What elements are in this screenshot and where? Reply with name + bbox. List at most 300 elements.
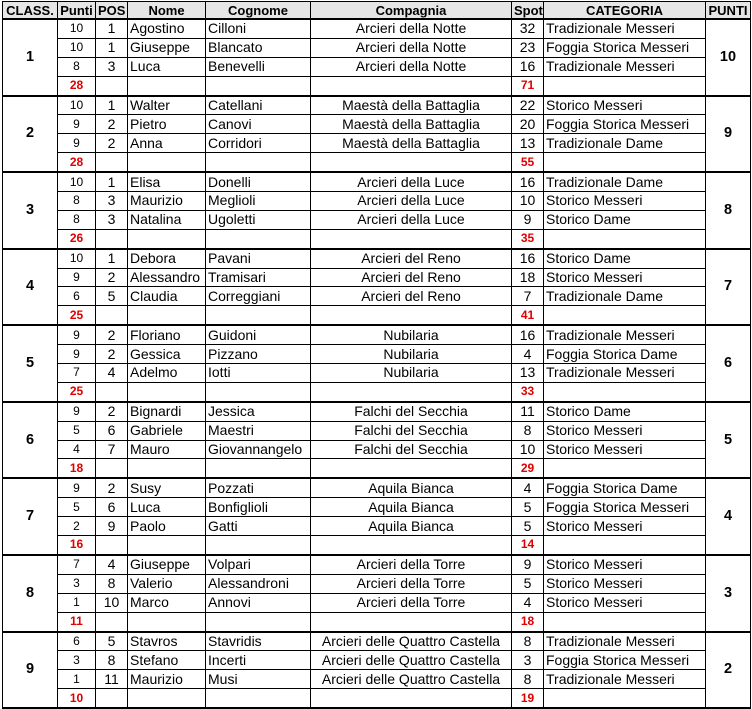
empty-cell	[206, 689, 311, 708]
empty-cell	[128, 382, 206, 401]
total-punti: 28	[58, 76, 96, 95]
table-row	[3, 670, 751, 689]
cell-categoria: Tradizionale Messeri	[544, 670, 706, 689]
cell-categoria: Storico Messeri	[544, 268, 706, 287]
empty-cell	[206, 153, 311, 172]
cell-punti: 2	[58, 517, 96, 536]
empty-cell	[311, 459, 512, 478]
cell-cognome: Bonfiglioli	[206, 498, 311, 517]
table-row	[3, 210, 751, 229]
class-points: 3	[706, 555, 751, 632]
table-row	[3, 651, 751, 670]
cell-nome: Gessica	[128, 345, 206, 364]
cell-nome: Debora	[128, 249, 206, 268]
cell-cognome: Pozzati	[206, 478, 311, 497]
empty-cell	[206, 76, 311, 95]
total-spot: 14	[512, 536, 544, 555]
cell-categoria: Storico Messeri	[544, 96, 706, 115]
empty-cell	[206, 459, 311, 478]
cell-punti: 5	[58, 498, 96, 517]
cell-nome: Adelmo	[128, 364, 206, 383]
cell-compagnia: Arcieri della Torre	[311, 593, 512, 612]
cell-pos: 2	[96, 268, 128, 287]
cell-compagnia: Arcieri del Reno	[311, 268, 512, 287]
cell-spot: 32	[512, 19, 544, 38]
cell-punti: 9	[58, 134, 96, 153]
cell-nome: Valerio	[128, 574, 206, 593]
col-header-compagnia: Compagnia	[311, 2, 512, 20]
empty-cell	[128, 612, 206, 631]
cell-nome: Alessandro	[128, 268, 206, 287]
total-spot: 35	[512, 229, 544, 248]
table-row	[3, 632, 751, 651]
cell-pos: 10	[96, 593, 128, 612]
empty-cell	[206, 536, 311, 555]
cell-punti: 8	[58, 57, 96, 76]
cell-nome: Gabriele	[128, 421, 206, 440]
cell-nome: Maurizio	[128, 670, 206, 689]
ranking-body	[3, 19, 751, 708]
cell-categoria: Tradizionale Dame	[544, 134, 706, 153]
cell-compagnia: Arcieri del Reno	[311, 249, 512, 268]
class-points: 7	[706, 249, 751, 326]
col-header-pos: POS	[96, 2, 128, 20]
total-row	[3, 689, 751, 708]
cell-cognome: Stavridis	[206, 632, 311, 651]
cell-spot: 5	[512, 517, 544, 536]
empty-cell	[128, 459, 206, 478]
cell-categoria: Tradizionale Dame	[544, 172, 706, 191]
cell-compagnia: Falchi del Secchia	[311, 440, 512, 459]
empty-cell	[96, 153, 128, 172]
cell-cognome: Meglioli	[206, 192, 311, 211]
cell-punti: 9	[58, 402, 96, 421]
table-row	[3, 57, 751, 76]
table-row	[3, 192, 751, 211]
cell-nome: Walter	[128, 96, 206, 115]
cell-spot: 22	[512, 96, 544, 115]
cell-nome: Anna	[128, 134, 206, 153]
col-header-nome: Nome	[128, 2, 206, 20]
total-spot: 41	[512, 306, 544, 325]
cell-pos: 5	[96, 632, 128, 651]
total-punti: 16	[58, 536, 96, 555]
empty-cell	[128, 229, 206, 248]
cell-punti: 10	[58, 38, 96, 57]
cell-punti: 7	[58, 555, 96, 574]
cell-categoria: Storico Messeri	[544, 440, 706, 459]
cell-spot: 11	[512, 402, 544, 421]
cell-nome: Floriano	[128, 325, 206, 344]
cell-categoria: Storico Messeri	[544, 555, 706, 574]
class-points: 6	[706, 325, 751, 402]
cell-spot: 4	[512, 478, 544, 497]
cell-spot: 8	[512, 421, 544, 440]
cell-cognome: Guidoni	[206, 325, 311, 344]
cell-compagnia: Maestà della Battaglia	[311, 134, 512, 153]
cell-pos: 3	[96, 210, 128, 229]
cell-spot: 23	[512, 38, 544, 57]
cell-categoria: Tradizionale Dame	[544, 287, 706, 306]
ranking-table	[2, 1, 751, 709]
empty-cell	[544, 76, 706, 95]
cell-pos: 1	[96, 96, 128, 115]
cell-spot: 16	[512, 325, 544, 344]
cell-nome: Stefano	[128, 651, 206, 670]
cell-categoria: Foggia Storica Messeri	[544, 651, 706, 670]
cell-compagnia: Falchi del Secchia	[311, 402, 512, 421]
empty-cell	[544, 459, 706, 478]
table-row	[3, 517, 751, 536]
total-row	[3, 306, 751, 325]
cell-cognome: Ugoletti	[206, 210, 311, 229]
cell-punti: 9	[58, 478, 96, 497]
table-row	[3, 421, 751, 440]
table-row	[3, 402, 751, 421]
cell-pos: 2	[96, 134, 128, 153]
cell-cognome: Incerti	[206, 651, 311, 670]
cell-cognome: Tramisari	[206, 268, 311, 287]
cell-spot: 8	[512, 632, 544, 651]
table-row	[3, 574, 751, 593]
cell-compagnia: Nubilaria	[311, 325, 512, 344]
cell-cognome: Canovi	[206, 115, 311, 134]
cell-pos: 2	[96, 345, 128, 364]
total-spot: 18	[512, 612, 544, 631]
cell-punti: 6	[58, 287, 96, 306]
cell-categoria: Tradizionale Messeri	[544, 325, 706, 344]
empty-cell	[96, 612, 128, 631]
cell-nome: Elisa	[128, 172, 206, 191]
empty-cell	[311, 153, 512, 172]
empty-cell	[544, 382, 706, 401]
cell-spot: 4	[512, 345, 544, 364]
cell-cognome: Giovannangelo	[206, 440, 311, 459]
table-row	[3, 555, 751, 574]
empty-cell	[311, 689, 512, 708]
table-row	[3, 593, 751, 612]
cell-pos: 8	[96, 574, 128, 593]
cell-cognome: Musi	[206, 670, 311, 689]
cell-punti: 10	[58, 19, 96, 38]
cell-nome: Agostino	[128, 19, 206, 38]
cell-pos: 6	[96, 421, 128, 440]
total-spot: 71	[512, 76, 544, 95]
cell-compagnia: Arcieri delle Quattro Castella	[311, 632, 512, 651]
cell-spot: 8	[512, 670, 544, 689]
cell-categoria: Tradizionale Messeri	[544, 632, 706, 651]
empty-cell	[96, 382, 128, 401]
cell-compagnia: Arcieri della Torre	[311, 574, 512, 593]
empty-cell	[96, 536, 128, 555]
empty-cell	[96, 229, 128, 248]
cell-categoria: Storico Messeri	[544, 574, 706, 593]
table-row	[3, 364, 751, 383]
table-row	[3, 345, 751, 364]
cell-pos: 1	[96, 172, 128, 191]
cell-categoria: Tradizionale Messeri	[544, 364, 706, 383]
cell-nome: Luca	[128, 57, 206, 76]
cell-nome: Natalina	[128, 210, 206, 229]
cell-categoria: Storico Dame	[544, 402, 706, 421]
total-spot: 19	[512, 689, 544, 708]
cell-punti: 3	[58, 651, 96, 670]
cell-categoria: Foggia Storica Messeri	[544, 115, 706, 134]
cell-compagnia: Arcieri della Luce	[311, 210, 512, 229]
empty-cell	[544, 612, 706, 631]
cell-pos: 4	[96, 364, 128, 383]
empty-cell	[206, 306, 311, 325]
cell-pos: 7	[96, 440, 128, 459]
cell-spot: 9	[512, 555, 544, 574]
cell-compagnia: Arcieri della Torre	[311, 555, 512, 574]
empty-cell	[311, 229, 512, 248]
cell-categoria: Tradizionale Messeri	[544, 57, 706, 76]
cell-nome: Marco	[128, 593, 206, 612]
total-punti: 11	[58, 612, 96, 631]
cell-compagnia: Maestà della Battaglia	[311, 115, 512, 134]
cell-punti: 10	[58, 172, 96, 191]
empty-cell	[311, 612, 512, 631]
cell-categoria: Storico Dame	[544, 249, 706, 268]
cell-pos: 5	[96, 287, 128, 306]
cell-compagnia: Nubilaria	[311, 364, 512, 383]
cell-punti: 8	[58, 210, 96, 229]
cell-compagnia: Aquila Bianca	[311, 478, 512, 497]
empty-cell	[96, 76, 128, 95]
total-spot: 55	[512, 153, 544, 172]
table-row	[3, 325, 751, 344]
col-header-punti: Punti	[58, 2, 96, 20]
empty-cell	[128, 153, 206, 172]
total-row	[3, 612, 751, 631]
table-row	[3, 115, 751, 134]
cell-categoria: Storico Messeri	[544, 593, 706, 612]
cell-punti: 10	[58, 96, 96, 115]
class-rank: 4	[3, 249, 58, 326]
total-row	[3, 153, 751, 172]
empty-cell	[96, 689, 128, 708]
cell-punti: 6	[58, 632, 96, 651]
cell-spot: 10	[512, 192, 544, 211]
cell-compagnia: Aquila Bianca	[311, 498, 512, 517]
cell-categoria: Foggia Storica Dame	[544, 345, 706, 364]
cell-punti: 3	[58, 574, 96, 593]
cell-cognome: Donelli	[206, 172, 311, 191]
table-row	[3, 249, 751, 268]
cell-punti: 1	[58, 670, 96, 689]
total-row	[3, 76, 751, 95]
total-punti: 10	[58, 689, 96, 708]
empty-cell	[206, 229, 311, 248]
total-row	[3, 459, 751, 478]
table-row	[3, 498, 751, 517]
cell-cognome: Pizzano	[206, 345, 311, 364]
cell-pos: 1	[96, 38, 128, 57]
cell-punti: 4	[58, 440, 96, 459]
class-rank: 7	[3, 478, 58, 555]
cell-punti: 5	[58, 421, 96, 440]
class-points: 9	[706, 96, 751, 173]
cell-categoria: Foggia Storica Messeri	[544, 38, 706, 57]
cell-cognome: Iotti	[206, 364, 311, 383]
cell-compagnia: Nubilaria	[311, 345, 512, 364]
cell-cognome: Maestri	[206, 421, 311, 440]
cell-pos: 2	[96, 115, 128, 134]
class-rank: 3	[3, 172, 58, 249]
cell-categoria: Storico Dame	[544, 210, 706, 229]
cell-spot: 5	[512, 574, 544, 593]
cell-compagnia: Arcieri della Notte	[311, 38, 512, 57]
total-punti: 18	[58, 459, 96, 478]
table-row	[3, 440, 751, 459]
cell-nome: Giuseppe	[128, 555, 206, 574]
cell-nome: Pietro	[128, 115, 206, 134]
cell-pos: 3	[96, 57, 128, 76]
cell-pos: 2	[96, 402, 128, 421]
empty-cell	[206, 382, 311, 401]
cell-cognome: Blancato	[206, 38, 311, 57]
empty-cell	[544, 153, 706, 172]
cell-categoria: Storico Messeri	[544, 517, 706, 536]
cell-spot: 16	[512, 172, 544, 191]
cell-cognome: Correggiani	[206, 287, 311, 306]
cell-nome: Giuseppe	[128, 38, 206, 57]
cell-compagnia: Arcieri della Notte	[311, 57, 512, 76]
cell-nome: Susy	[128, 478, 206, 497]
table-row	[3, 38, 751, 57]
header-row	[3, 2, 751, 20]
cell-cognome: Corridori	[206, 134, 311, 153]
total-punti: 25	[58, 306, 96, 325]
cell-compagnia: Arcieri delle Quattro Castella	[311, 651, 512, 670]
empty-cell	[544, 229, 706, 248]
cell-categoria: Tradizionale Messeri	[544, 19, 706, 38]
cell-pos: 8	[96, 651, 128, 670]
cell-punti: 8	[58, 192, 96, 211]
table-row	[3, 96, 751, 115]
table-row	[3, 172, 751, 191]
empty-cell	[544, 689, 706, 708]
cell-pos: 6	[96, 498, 128, 517]
col-header-points: PUNTI	[706, 2, 751, 20]
cell-compagnia: Maestà della Battaglia	[311, 96, 512, 115]
cell-spot: 10	[512, 440, 544, 459]
cell-categoria: Storico Messeri	[544, 192, 706, 211]
cell-pos: 3	[96, 192, 128, 211]
cell-punti: 9	[58, 268, 96, 287]
cell-compagnia: Arcieri della Luce	[311, 192, 512, 211]
cell-categoria: Foggia Storica Dame	[544, 478, 706, 497]
total-row	[3, 229, 751, 248]
cell-punti: 10	[58, 249, 96, 268]
cell-nome: Mauro	[128, 440, 206, 459]
cell-compagnia: Arcieri delle Quattro Castella	[311, 670, 512, 689]
col-header-spot: Spot	[512, 2, 544, 20]
empty-cell	[96, 306, 128, 325]
cell-spot: 7	[512, 287, 544, 306]
cell-nome: Bignardi	[128, 402, 206, 421]
cell-pos: 4	[96, 555, 128, 574]
cell-punti: 9	[58, 325, 96, 344]
cell-compagnia: Arcieri della Luce	[311, 172, 512, 191]
empty-cell	[206, 612, 311, 631]
cell-pos: 1	[96, 249, 128, 268]
cell-pos: 1	[96, 19, 128, 38]
cell-nome: Stavros	[128, 632, 206, 651]
col-header-cognome: Cognome	[206, 2, 311, 20]
empty-cell	[311, 306, 512, 325]
cell-spot: 13	[512, 134, 544, 153]
cell-nome: Claudia	[128, 287, 206, 306]
cell-spot: 16	[512, 249, 544, 268]
cell-compagnia: Arcieri del Reno	[311, 287, 512, 306]
empty-cell	[128, 306, 206, 325]
class-points: 2	[706, 632, 751, 709]
cell-categoria: Storico Messeri	[544, 421, 706, 440]
cell-compagnia: Aquila Bianca	[311, 517, 512, 536]
col-header-class: CLASS.	[3, 2, 58, 20]
total-punti: 26	[58, 229, 96, 248]
cell-cognome: Annovi	[206, 593, 311, 612]
cell-cognome: Pavani	[206, 249, 311, 268]
table-row	[3, 478, 751, 497]
empty-cell	[544, 306, 706, 325]
cell-punti: 9	[58, 345, 96, 364]
empty-cell	[96, 459, 128, 478]
class-points: 10	[706, 19, 751, 96]
cell-pos: 9	[96, 517, 128, 536]
cell-spot: 16	[512, 57, 544, 76]
table-row	[3, 287, 751, 306]
empty-cell	[311, 382, 512, 401]
empty-cell	[128, 76, 206, 95]
class-rank: 2	[3, 96, 58, 173]
cell-cognome: Alessandroni	[206, 574, 311, 593]
cell-punti: 9	[58, 115, 96, 134]
cell-spot: 4	[512, 593, 544, 612]
cell-punti: 7	[58, 364, 96, 383]
cell-pos: 2	[96, 478, 128, 497]
cell-cognome: Benevelli	[206, 57, 311, 76]
table-row	[3, 19, 751, 38]
cell-spot: 3	[512, 651, 544, 670]
total-punti: 28	[58, 153, 96, 172]
class-points: 8	[706, 172, 751, 249]
class-rank: 8	[3, 555, 58, 632]
cell-spot: 18	[512, 268, 544, 287]
class-points: 4	[706, 478, 751, 555]
cell-nome: Paolo	[128, 517, 206, 536]
empty-cell	[128, 689, 206, 708]
class-points: 5	[706, 402, 751, 479]
empty-cell	[311, 76, 512, 95]
empty-cell	[311, 536, 512, 555]
cell-spot: 9	[512, 210, 544, 229]
table-row	[3, 268, 751, 287]
col-header-categoria: CATEGORIA	[544, 2, 706, 20]
cell-compagnia: Falchi del Secchia	[311, 421, 512, 440]
cell-punti: 1	[58, 593, 96, 612]
empty-cell	[128, 536, 206, 555]
cell-cognome: Cilloni	[206, 19, 311, 38]
class-rank: 5	[3, 325, 58, 402]
table-row	[3, 134, 751, 153]
cell-spot: 13	[512, 364, 544, 383]
cell-spot: 20	[512, 115, 544, 134]
class-rank: 9	[3, 632, 58, 709]
class-rank: 1	[3, 19, 58, 96]
